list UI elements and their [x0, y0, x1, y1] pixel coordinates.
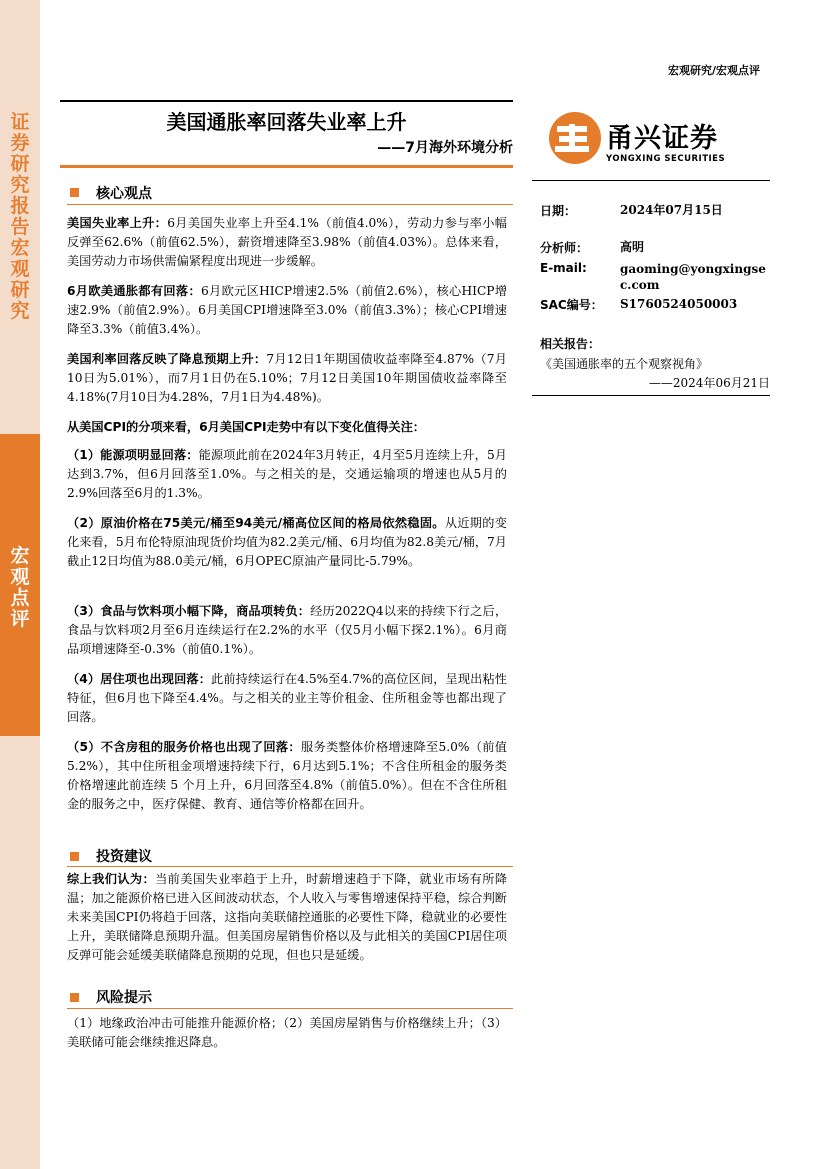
paragraph-cpi-intro	[67, 418, 507, 437]
section-heading-core: 核心观点	[96, 186, 152, 202]
section-heading-risk: 风险提示	[96, 990, 152, 1006]
analyst-label: 分析师：	[540, 241, 589, 255]
paragraph-lead: 从美国CPI的分项来看，6月美国CPI走势中有以下变化值得关注：	[67, 420, 425, 434]
section-rule	[67, 1008, 513, 1009]
paragraph-text: 7月12日1年期国债收益率降至4.87%（7月10日为5.01%），而7月1日仍在5.10%；7月12日美国10年期国债收益率降至4.18%(7月10日为4.28%，7月1日为4.48%)。	[67, 352, 507, 404]
paragraph-lead: 6月欧美通胀都有回落：	[67, 284, 201, 298]
analyst-value: 高明	[620, 240, 645, 254]
paragraph-inflation	[67, 282, 507, 339]
paragraph-lead: （1）能源项明显回落：	[67, 448, 199, 462]
paragraph-text: 当前美国失业率趋于上升，时薪增速趋于下降，就业市场有所降温；加之能源价格已进入区间波动状态，个人收入与零售增速保持平稳，综合判断未来美国CPI仍将趋于回落，这指向美联储控通胀的必要性下降，稳就业的必要性上升，美联储降息预期升温。但美国房屋销售价格以及与此相关的美国CPI居住项反弹可能会延缓美联储降息预期的兑现，但也只是延缓。	[67, 872, 508, 962]
header-category-tag: 宏观研究/宏观点评	[667, 64, 760, 77]
paragraph-energy	[67, 446, 507, 503]
section-marker-icon	[70, 852, 79, 861]
section-heading-invest: 投资建议	[96, 849, 152, 865]
title-bottom-rule	[60, 165, 513, 168]
paragraph-invest	[67, 870, 507, 965]
paragraph-lead: （5）不含房租的服务价格也出现了回落：	[67, 740, 301, 754]
date-value: 2024年07月15日	[620, 203, 723, 217]
paragraph-text: 6月欧元区HICP增速2.5%（前值2.6%），核心HICP增速2.9%（前值2.9%）。6月美国CPI增速降至3.0%（前值3.3%）；核心CPI增速降至3.3%（前值3.4%）。	[67, 284, 508, 336]
paragraph-risk	[67, 1014, 507, 1052]
paragraph-food	[67, 602, 507, 659]
date-label: 日期：	[540, 204, 577, 218]
paragraph-housing	[67, 670, 507, 727]
logo-company-name: 甬兴证券	[606, 123, 718, 154]
sac-value: S1760524050003	[620, 297, 738, 311]
section-marker-icon	[70, 188, 79, 197]
paragraph-lead: （2）原油价格在75美元/桶至94美元/桶高位区间的格局依然稳固。	[67, 516, 445, 530]
sac-label: SAC编号：	[540, 298, 603, 312]
paragraph-text: 经历2022Q4以来的持续下行之后，食品与饮料项2月至6月连续运行在2.2%的水平（仅5月小幅下探2.1%）。6月商品项增速降至-0.3%（前值0.1%）。	[67, 604, 508, 656]
email-link[interactable]: gaoming@yongxingsec.com	[620, 262, 766, 292]
side-label-category: 宏观点评	[10, 545, 30, 630]
paragraph-lead: 美国失业率上升：	[67, 216, 168, 230]
section-marker-icon	[70, 993, 79, 1002]
info-top-rule	[532, 180, 770, 181]
paragraph-text: 服务类整体价格增速降至5.0%（前值5.2%），其中住所租金项增速持续下行，6月达到5.1%；不含住所租金的服务类价格增速此前连续 5 个月上升，6月回落至4.8%（前值5.0%）。但在不含住所租金的服务之中，医疗保健、教育、通信等价格都在回升。	[67, 740, 507, 811]
related-reports-heading: 相关报告：	[540, 337, 601, 351]
section-rule	[67, 866, 513, 867]
paragraph-unemployment	[67, 214, 507, 271]
paragraph-lead: 综上我们认为：	[67, 872, 156, 886]
related-report-date: ——2024年06月21日	[648, 376, 770, 390]
title-top-rule	[60, 100, 513, 102]
side-label-report-type: 证券研究报告 宏观研究	[10, 111, 30, 322]
section-rule	[67, 204, 513, 205]
paragraph-services	[67, 738, 507, 814]
paragraph-text: （1）地缘政治冲击可能推升能源价格；（2）美国房屋销售与价格继续上升；（3）美联储可能会继续推迟降息。	[67, 1016, 507, 1049]
paragraph-rates	[67, 350, 507, 407]
paragraph-lead: （3）食品与饮料项小幅下降，商品项转负：	[67, 604, 311, 618]
page-subtitle: ——7月海外环境分析	[377, 140, 513, 156]
logo-company-english: YONGXING SECURITIES	[606, 154, 726, 164]
paragraph-lead: （4）居住项也出现回落：	[67, 672, 212, 686]
page-title: 美国通胀率回落失业率上升	[166, 110, 407, 134]
email-label: E-mail:	[540, 261, 587, 275]
related-rule	[532, 395, 770, 396]
paragraph-text: 能源项此前在2024年3月转正，4月至5月连续上升，5月达到3.7%，但6月回落至1.0%。与之相关的是，交通运输项的增速也从5月的2.9%回落至6月的1.3%。	[67, 448, 507, 500]
related-report-link[interactable]: 《美国通胀率的五个观察视角》	[540, 357, 709, 371]
paragraph-text: 6月美国失业率上升至4.1%（前值4.0%），劳动力参与率小幅反弹至62.6%（前值62.5%），薪资增速降至3.98%（前值4.03%）。总体来看，美国劳动力市场供需偏紧程度出现进一步缓解。	[67, 216, 507, 268]
paragraph-oil	[67, 514, 507, 571]
paragraph-lead: 美国利率回落反映了降息预期上升：	[67, 352, 267, 366]
paragraph-text: 此前持续运行在4.5%至4.7%的高位区间，呈现出粘性特征，但6月也下降至4.4%。与之相关的业主等价租金、住所租金等也都出现了回落。	[67, 672, 507, 724]
paragraph-text: 从近期的变化来看，5月布伦特原油现货价均值为82.2美元/桶、6月均值为82.8美元/桶，7月截止12日均值为88.0美元/桶，6月OPEC原油产量同比-5.79%。	[67, 516, 507, 568]
